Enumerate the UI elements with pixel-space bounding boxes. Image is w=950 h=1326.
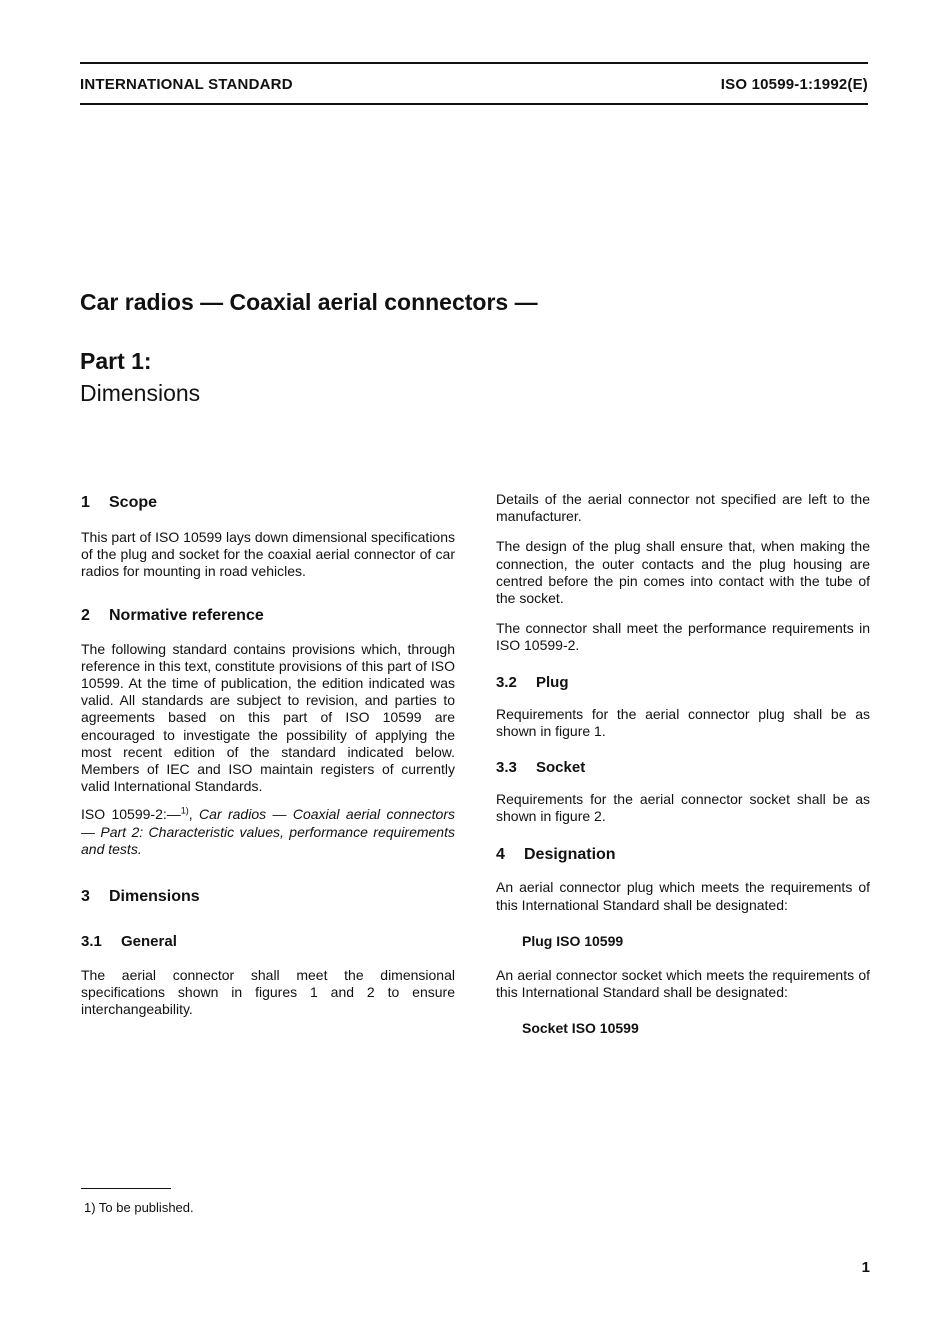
right-column [496, 491, 870, 1038]
left-column [81, 494, 455, 1019]
section-number: 3.1 [81, 933, 102, 951]
document-title: Car radios — Coaxial aerial connectors — [80, 289, 538, 315]
section-title: Socket [536, 759, 586, 777]
section-number: 3 [81, 888, 90, 906]
section-designation-heading [496, 846, 870, 864]
general-text-performance: The connector shall meet the performance requirements in ISO 10599-2. [496, 620, 870, 654]
section-title: Scope [109, 494, 158, 511]
footnote-marker: 1) [180, 805, 189, 816]
header-bottom-rule [80, 103, 868, 105]
section-title: Dimensions [109, 888, 200, 906]
section-socket-heading [496, 759, 870, 776]
designation-socket-text: An aerial connector socket which meets the requirements of this International Standard shall be designated: [496, 967, 870, 1001]
section-title: General [121, 933, 177, 951]
footnote-rule [81, 1188, 171, 1189]
reference-code: ISO 10599-2:— [81, 806, 181, 823]
footnote: 1) To be published. [84, 1200, 194, 1215]
section-number: 4 [496, 846, 505, 864]
section-scope-heading [81, 494, 455, 512]
section-title: Designation [524, 846, 616, 864]
plug-designation: Plug ISO 10599 [522, 932, 624, 949]
general-text-details: Details of the aerial connector not specified are left to the manufacturer. [496, 491, 870, 525]
scope-text: This part of ISO 10599 lays down dimensional specifications of the plug and socket for the coaxial aerial connector of car radios for mounting in road vehicles. [81, 529, 455, 580]
normative-reference-entry: ISO 10599-2:—$^{1)}$, Car radios — Coaxial aerial connectors — Part 2: Characteristic values, performance requirements and tests. [81, 805, 455, 857]
section-number: 1 [81, 494, 90, 511]
socket-designation: Socket ISO 10599 [522, 1020, 639, 1037]
socket-text: Requirements for the aerial connector socket shall be as shown in figure 2. [496, 791, 870, 825]
general-text-design: The design of the plug shall ensure that, when making the connection, the outer contacts and the plug housing are centred before the pin comes into contact with the tube of the socket. [496, 538, 870, 607]
section-title: Plug [536, 673, 569, 691]
section-title: Normative reference [109, 606, 264, 624]
plug-text: Requirements for the aerial connector plug shall be as shown in figure 1. [496, 705, 870, 739]
document-subtitle: Dimensions [80, 380, 201, 406]
document-part: Part 1: [80, 348, 152, 374]
page-number: 1 [861, 1259, 870, 1276]
section-plug-heading [496, 674, 870, 691]
header-document-number: ISO 10599-1:1992(E) [720, 76, 868, 93]
section-number: 2 [81, 606, 90, 624]
designation-plug-text: An aerial connector plug which meets the requirements of this International Standard shall be designated: [496, 879, 870, 913]
header-standard-type: INTERNATIONAL STANDARD [80, 76, 293, 93]
section-number: 3.2 [496, 673, 517, 691]
section-normative-heading [81, 607, 455, 625]
general-text: The aerial connector shall meet the dimensional specifications shown in figures 1 and 2 to ensure interchangeability. [81, 967, 455, 1018]
normative-text: The following standard contains provisions which, through reference in this text, constitute provisions of this part of ISO 10599. At the time of publication, the edition indicated was valid. All standards are subject to revision, and parties to agreements based on this part of ISO 10599 are encouraged to investigate the possibility of applying the most recent edition of the standard indicated below. Members of IEC and ISO maintain registers of currently valid International Standards. [81, 640, 455, 795]
section-number: 3.3 [496, 759, 517, 777]
reference-title: Car radios — Coaxial aerial connectors — Part 2: Characteristic values, performance requirements and tests. [81, 806, 455, 857]
section-general-heading [81, 933, 455, 950]
section-dimensions-heading [81, 888, 455, 906]
header-top-rule [80, 62, 868, 64]
